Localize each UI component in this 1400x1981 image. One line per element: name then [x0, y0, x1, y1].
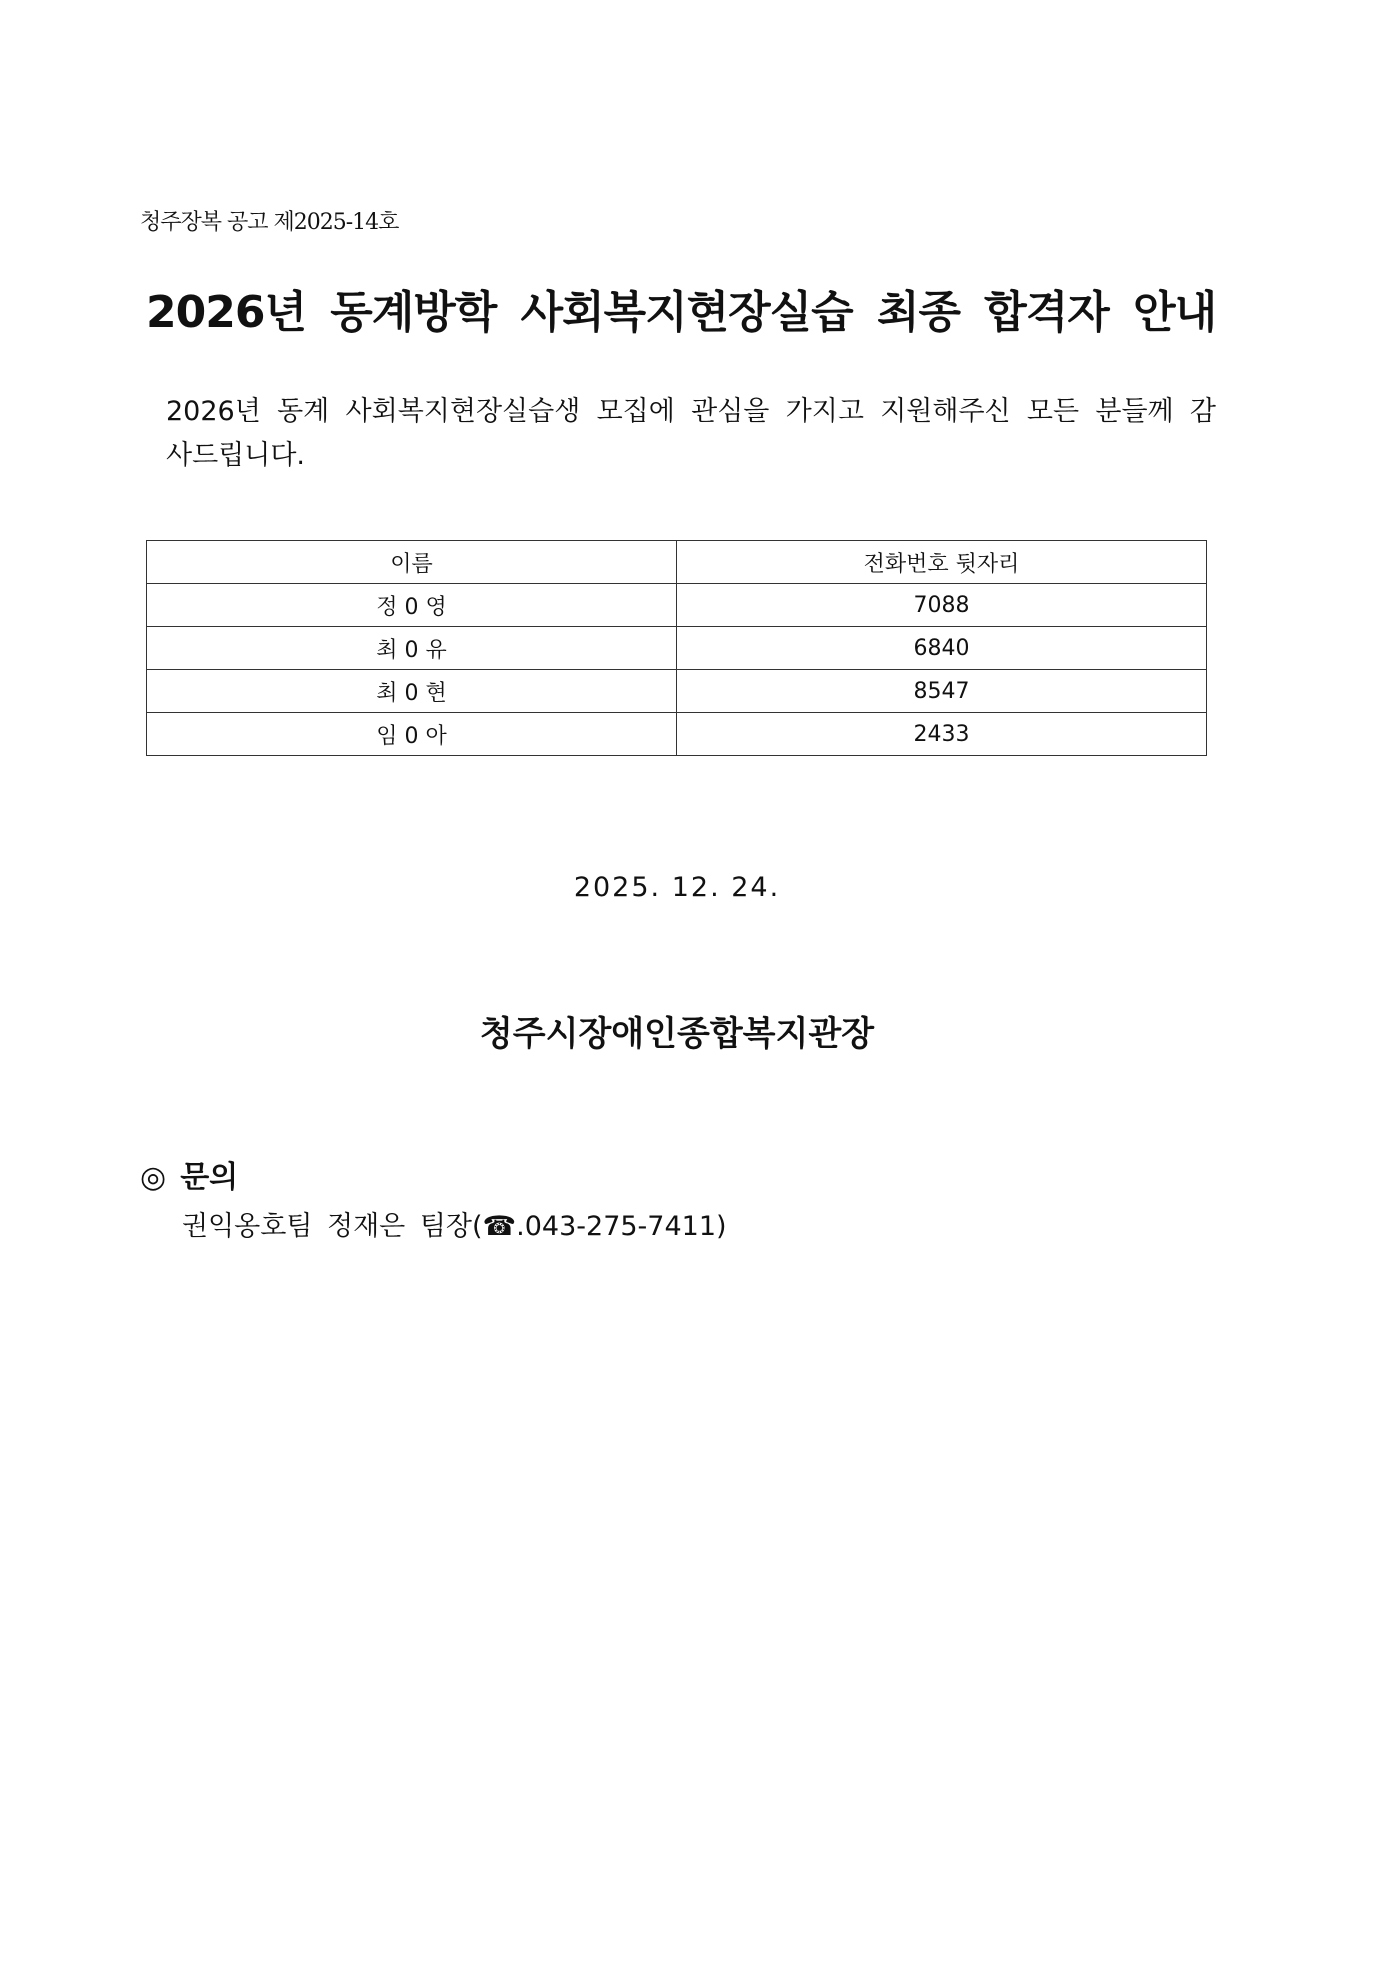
cell-name: 정 0 영 — [147, 584, 677, 627]
page-title: 2026년 동계방학 사회복지현장실습 최종 합격자 안내 — [146, 287, 1217, 338]
result-table — [146, 540, 1207, 756]
contact-info: 권익옹호팀 정재은 팀장(☎.043-275-7411) — [182, 1211, 727, 1242]
date: 2025. 12. 24. — [573, 872, 781, 903]
table-header-row — [147, 541, 1207, 584]
cell-phone: 7088 — [677, 584, 1207, 627]
cell-phone: 6840 — [677, 627, 1207, 670]
cell-phone: 2433 — [677, 713, 1207, 756]
document-number: 청주장복 공고 제2025-14호 — [140, 210, 399, 235]
cell-phone: 8547 — [677, 670, 1207, 713]
inquiry-label: 문의 — [180, 1160, 239, 1195]
table-row — [147, 584, 1207, 627]
intro-text: 2026년 동계 사회복지현장실습생 모집에 관심을 가지고 지원해주신 모든 분들께 감사드립니다. — [166, 396, 1216, 471]
table-row — [147, 670, 1207, 713]
header-phone: 전화번호 뒷자리 — [677, 541, 1207, 584]
organization-signature: 청주시장애인종합복지관장 — [479, 1014, 875, 1054]
cell-name: 임 0 아 — [147, 713, 677, 756]
header-name: 이름 — [147, 541, 677, 584]
table-row — [147, 713, 1207, 756]
double-circle-icon: ◎ — [140, 1160, 167, 1195]
cell-name: 최 0 유 — [147, 627, 677, 670]
table-row — [147, 627, 1207, 670]
inquiry-heading — [140, 1152, 238, 1196]
cell-name: 최 0 현 — [147, 670, 677, 713]
